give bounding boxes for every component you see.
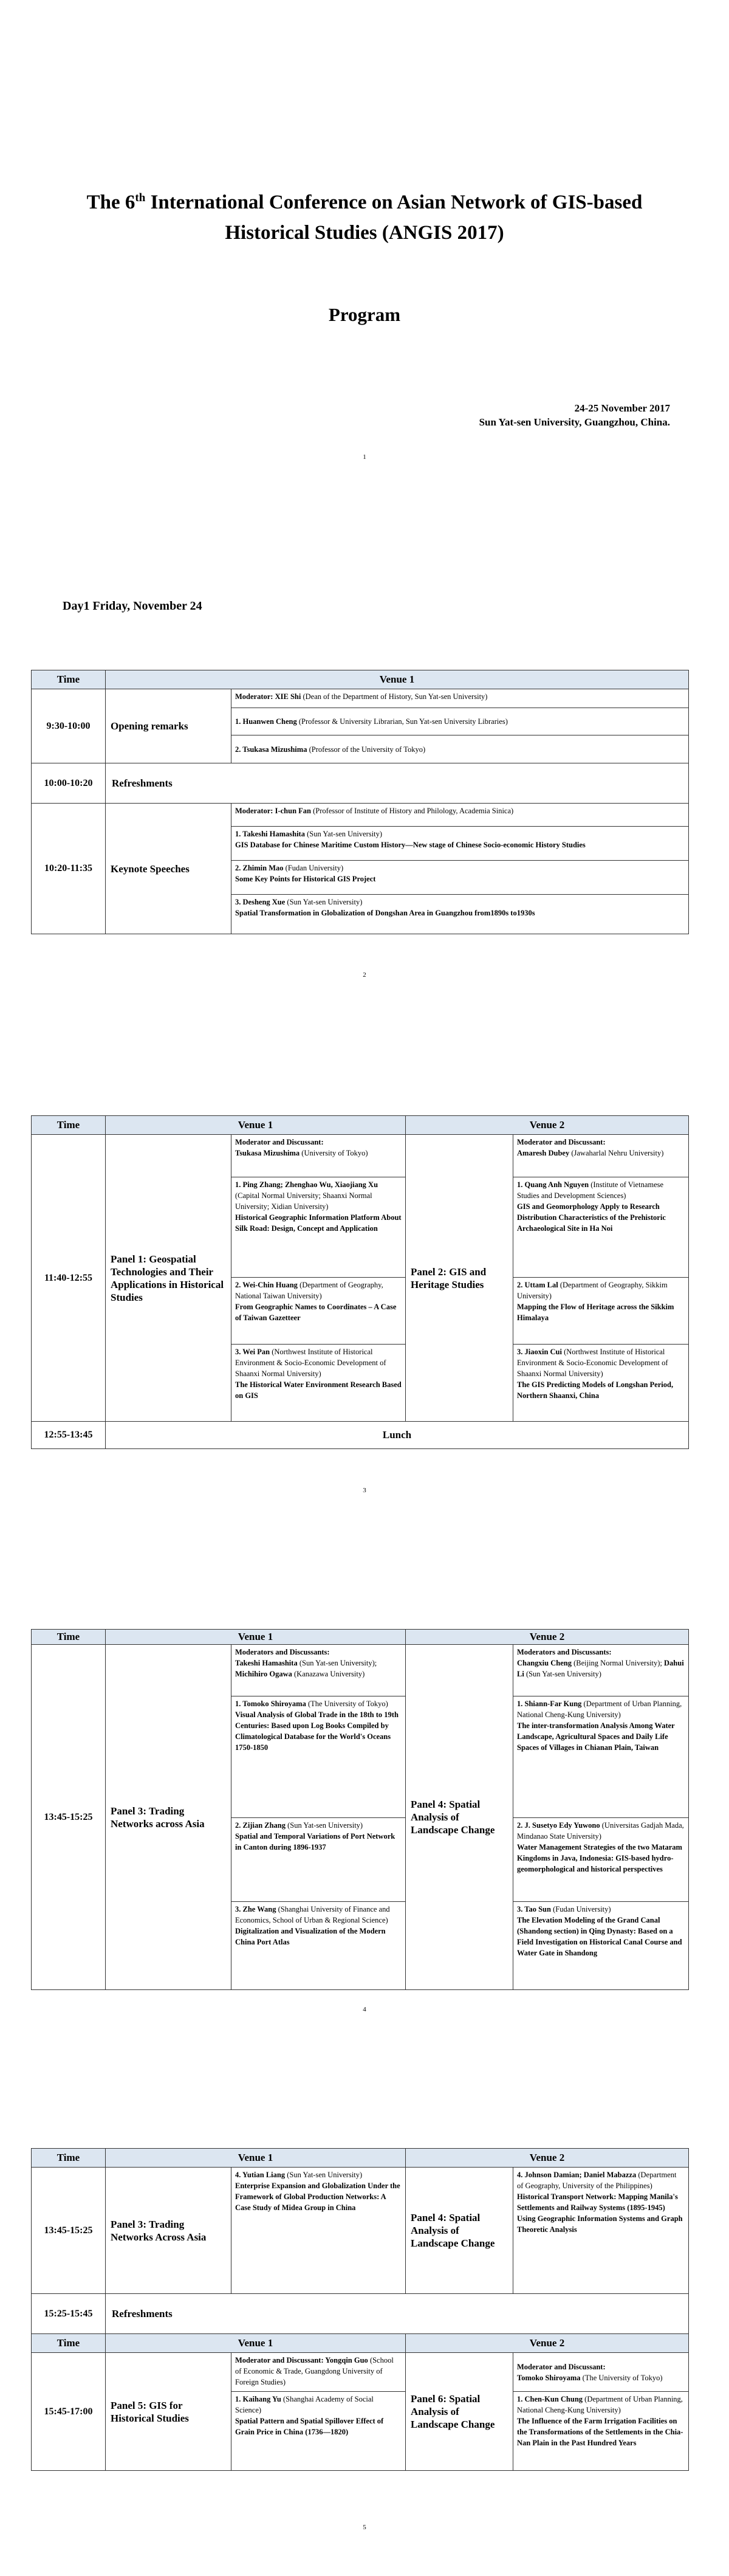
presenter-affil: (Shanghai Academy of Social Science) (235, 2395, 374, 2414)
presenter-cell (513, 1345, 689, 1422)
presenter-affil: (Professor of the University of Tokyo) (307, 745, 426, 754)
presenter-cell (231, 1818, 406, 1902)
presenter-affil: (Sun Yat-sen University) (286, 1821, 363, 1830)
presenter-cell (231, 2168, 406, 2294)
header-venue1: Venue 1 (106, 1630, 406, 1645)
presenter-cell (513, 2392, 689, 2471)
time-slot: 15:45-17:00 (32, 2353, 106, 2471)
title-part: International Conference on Asian Network of GIS-based (145, 191, 643, 213)
session-title: Panel 6: Spatial Analysis of Landscape Change (406, 2353, 513, 2471)
moderator-name: Takeshi Hamashita (235, 1659, 298, 1667)
paper-title: Digitalization and Visualization of the Modern China Port Atlas (235, 1927, 386, 1946)
refreshments-row: Refreshments (106, 2294, 689, 2334)
paper-title: Some Key Points for Historical GIS Project (235, 875, 376, 883)
presenter-cell (231, 1902, 406, 1990)
page-number: 2 (363, 971, 366, 979)
presenter-name: 1. Tomoko Shiroyama (235, 1700, 306, 1708)
presenter-affil: (Sun Yat-sen University) (285, 898, 363, 906)
presenter-name: 1. Shiann-Far Kung (517, 1700, 582, 1708)
moderator-cell (513, 2353, 689, 2392)
moderator-label: Moderator and Discussant: (235, 2356, 326, 2364)
presenter-cell (231, 1345, 406, 1422)
presenter-cell (231, 735, 689, 763)
presenter-name: 1. Ping Zhang; Zhenghao Wu, Xiaojiang Xu (235, 1180, 378, 1189)
header-venue1: Venue 1 (106, 1116, 406, 1135)
presenter-name: 1. Quang Anh Nguyen (517, 1180, 589, 1189)
presenter-affil: (Department of Urban Planning, National Cheng-Kung University) (517, 1700, 682, 1719)
schedule-table-2 (31, 1115, 689, 1449)
presenter-cell (513, 1278, 689, 1345)
time-slot: 11:40-12:55 (32, 1135, 106, 1422)
moderator-cell (231, 1645, 406, 1696)
moderator-affil: (Sun Yat-sen University); (297, 1659, 377, 1667)
presenter-affil: (Fudan University) (550, 1905, 611, 1913)
paper-title: Spatial Transformation in Globalization of Dongshan Area in Guangzhou from1890s to1930s (235, 909, 535, 917)
moderator-cell (513, 1645, 689, 1696)
moderator-affil: (Dean of the Department of History, Sun Yat-sen University) (301, 692, 488, 701)
moderator-name: Changxiu Cheng (517, 1659, 572, 1667)
session-title: Panel 3: Trading Networks across Asia (106, 1645, 231, 1990)
presenter-cell (231, 861, 689, 895)
title-part: The 6 (86, 191, 135, 213)
presenter-affil: (The University of Tokyo) (306, 1700, 388, 1708)
presenter-affil: (Department of Geography, Sikkim University) (517, 1281, 668, 1300)
time-slot: 10:20-11:35 (32, 804, 106, 934)
presenter-affil: (Professor & University Librarian, Sun Yat-sen University Libraries) (296, 717, 508, 726)
moderator-affil: (Kanazawa University) (292, 1670, 365, 1678)
paper-title: Spatial Pattern and Spatial Spillover Effect of Grain Price in China (1736—1820) (235, 2417, 384, 2436)
session-title: Panel 1: Geospatial Technologies and Their Applications in Historical Studies (106, 1135, 231, 1422)
moderator-name: Amaresh Dubey (517, 1149, 570, 1157)
schedule-table-4 (31, 2148, 689, 2471)
presenter-cell (513, 1902, 689, 1990)
paper-title: The GIS Predicting Models of Longshan Period, Northern Shaanxi, China (517, 1380, 674, 1400)
paper-title: Enterprise Expansion and Globalization Under the Framework of Global Production Networks: A Case Study of Midea Group in China (235, 2182, 400, 2212)
presenter-affil: (Northwest Institute of Historical Environment & Socio-Economic Development of Shaanxi Normal University) (517, 1348, 668, 1378)
presenter-cell (513, 1696, 689, 1818)
presenter-cell (231, 827, 689, 861)
presenter-name: 2. Uttam Lal (517, 1281, 558, 1289)
header-time: Time (32, 670, 106, 689)
presenter-affil: (Sun Yat-sen University) (285, 2171, 363, 2179)
day-heading: Day1 Friday, November 24 (63, 599, 202, 613)
moderator-name: Tomoko Shiroyama (517, 2373, 581, 2382)
moderator-name: Yongqin Guo (325, 2356, 368, 2364)
presenter-cell (231, 1696, 406, 1818)
header-venue1: Venue 1 (106, 2149, 406, 2168)
moderator-label: Moderators and Discussants: (517, 1648, 612, 1656)
refreshments-row: Refreshments (106, 763, 689, 804)
title-superscript: th (135, 191, 146, 204)
moderator-affil: (Jawaharlal Nehru University) (569, 1149, 664, 1157)
presenter-cell (231, 708, 689, 735)
moderator-name: Tsukasa Mizushima (235, 1149, 300, 1157)
session-title: Panel 2: GIS and Heritage Studies (406, 1135, 513, 1422)
schedule-table-1 (31, 670, 689, 934)
presenter-name: 3. Zhe Wang (235, 1905, 276, 1913)
header-time: Time (32, 2149, 106, 2168)
presenter-name: 2. J. Susetyo Edy Yuwono (517, 1821, 600, 1830)
header-venue2: Venue 2 (406, 2334, 689, 2353)
paper-title: GIS and Geomorphology Apply to Research Distribution Characteristics of the Prehistoric Archaeological Site in Ha Noi (517, 1202, 666, 1233)
header-venue1: Venue 1 (106, 2334, 406, 2353)
presenter-cell (231, 1278, 406, 1345)
session-title: Keynote Speeches (106, 804, 231, 934)
time-slot: 15:25-15:45 (32, 2294, 106, 2334)
presenter-cell (513, 2168, 689, 2294)
presenter-affil: (Institute of Vietnamese Studies and Development Sciences) (517, 1180, 664, 1200)
presenter-cell (231, 2392, 406, 2471)
moderator-affil: (Sun Yat-sen University) (524, 1670, 601, 1678)
lunch-row: Lunch (106, 1422, 689, 1449)
paper-title: Water Management Strategies of the two Mataram Kingdoms in Java, Indonesia: GIS-based hydro-geomorphological and historical perspectives (517, 1843, 682, 1873)
moderator-cell (513, 1135, 689, 1177)
header-venue1: Venue 1 (106, 670, 689, 689)
moderator-affil: (Beijing Normal University); (571, 1659, 665, 1667)
moderator-name: XIE Shi (275, 692, 301, 701)
presenter-name: 2. Zijian Zhang (235, 1821, 286, 1830)
presenter-name: 1. Takeshi Hamashita (235, 830, 305, 838)
conference-title (0, 187, 729, 248)
presenter-name: 3. Wei Pan (235, 1348, 270, 1356)
header-time: Time (32, 1630, 106, 1645)
presenter-name: 4. Yutian Liang (235, 2171, 286, 2179)
presenter-affil: (Northwest Institute of Historical Environment & Socio-Economic Development of Shaanxi Normal University) (235, 1348, 386, 1378)
presenter-name: 3. Tao Sun (517, 1905, 551, 1913)
presenter-affil: (Department of Geography, National Taiwan University) (235, 1281, 383, 1300)
presenter-affil: (Department of Urban Planning, National Cheng-Kung University) (517, 2395, 683, 2414)
moderator-name: I-chun Fan (275, 807, 312, 815)
presenter-cell (231, 1177, 406, 1278)
presenter-name: 1. Kaihang Yu (235, 2395, 281, 2403)
presenter-affil: (Sun Yat-sen University) (304, 830, 383, 838)
paper-title: Historical Transport Network: Mapping Manila's Settlements and Railway Systems (1895-1945) Using Geographic Information Systems and Graph Theoretic Analysis (517, 2192, 683, 2234)
paper-title: Historical Geographic Information Platform About Silk Road: Design, Concept and Application (235, 1213, 402, 1233)
paper-title: Mapping the Flow of Heritage across the Sikkim Himalaya (517, 1303, 674, 1322)
time-slot: 12:55-13:45 (32, 1422, 106, 1449)
time-slot: 13:45-15:25 (32, 1645, 106, 1990)
presenter-cell (513, 1818, 689, 1902)
paper-title: The Elevation Modeling of the Grand Canal (Shandong section) in Qing Dynasty: Based on a Field Investigation on Historical Canal Course and Water Gate in Shandong (517, 1916, 682, 1957)
paper-title: The Influence of the Farm Irrigation Facilities on the Transformations of the Settlements in the Chia-Nan Plain in the Past Hundred Years (517, 2417, 683, 2447)
moderator-name: Dahui Li (517, 1659, 684, 1678)
paper-title: Spatial and Temporal Variations of Port Network in Canton during 1896-1937 (235, 1832, 395, 1851)
presenter-affil: (Capital Normal University; Shaanxi Normal University; Xidian University) (235, 1191, 372, 1211)
paper-title: GIS Database for Chinese Maritime Custom History—New stage of Chinese Socio-economic History Studies (235, 841, 586, 849)
presenter-cell (231, 895, 689, 934)
moderator-name: Michihiro Ogawa (235, 1670, 292, 1678)
moderator-label: Moderator and Discussant: (517, 2362, 606, 2371)
moderator-cell (231, 1135, 406, 1177)
presenter-cell (513, 1177, 689, 1278)
session-title: Panel 3: Trading Networks Across Asia (106, 2168, 231, 2294)
header-venue2: Venue 2 (406, 1116, 689, 1135)
presenter-name: 3. Jiaoxin Cui (517, 1348, 562, 1356)
paper-title: The inter-transformation Analysis Among Water Landscape, Agricultural Spaces and Daily Life Spaces of Villages in Chianan Plain, Taiwan (517, 1721, 675, 1752)
presenter-name: 1. Huanwen Cheng (235, 717, 297, 726)
presenter-name: 3. Desheng Xue (235, 898, 286, 906)
presenter-name: 2. Zhimin Mao (235, 864, 284, 872)
moderator-label: Moderator and Discussant: (517, 1138, 606, 1146)
moderator-cell (231, 804, 689, 827)
moderator-affil: (The University of Tokyo) (580, 2373, 663, 2382)
page-number: 4 (363, 2006, 366, 2013)
presenter-name: 4. Johnson Damian; Daniel Mabazza (517, 2171, 637, 2179)
moderator-label: Moderators and Discussants: (235, 1648, 330, 1656)
title-line2: Historical Studies (ANGIS 2017) (225, 222, 504, 244)
moderator-affil: (Professor of Institute of History and Philology, Academia Sinica) (311, 807, 514, 815)
session-title: Panel 4: Spatial Analysis of Landscape Change (406, 2168, 513, 2294)
session-title: Panel 5: GIS for Historical Studies (106, 2353, 231, 2471)
moderator-affil: (School of Economic & Trade, Guangdong University of Foreign Studies) (235, 2356, 394, 2386)
presenter-affil: (Shanghai University of Finance and Economics, School of Urban & Regional Science) (235, 1905, 390, 1924)
header-time: Time (32, 2334, 106, 2353)
moderator-label: Moderator: (235, 807, 275, 815)
moderator-cell (231, 2353, 406, 2392)
session-title: Opening remarks (106, 689, 231, 763)
header-venue2: Venue 2 (406, 2149, 689, 2168)
page-number: 3 (363, 1487, 366, 1494)
conference-dates: 24-25 November 2017 (574, 402, 670, 414)
date-venue (479, 401, 670, 429)
header-venue2: Venue 2 (406, 1630, 689, 1645)
session-title: Panel 4: Spatial Analysis of Landscape Change (406, 1645, 513, 1990)
program-heading: Program (328, 304, 401, 325)
page-number: 5 (363, 2524, 366, 2531)
paper-title: The Historical Water Environment Research Based on GIS (235, 1380, 402, 1400)
time-slot: 9:30-10:00 (32, 689, 106, 763)
page-number: 1 (363, 453, 366, 461)
conference-venue: Sun Yat-sen University, Guangzhou, China. (479, 416, 670, 428)
moderator-affil: (University of Tokyo) (299, 1149, 368, 1157)
presenter-affil: (Universitas Gadjah Mada, Mindanao State University) (517, 1821, 684, 1841)
presenter-name: 2. Wei-Chin Huang (235, 1281, 298, 1289)
paper-title: From Geographic Names to Coordinates – A Case of Taiwan Gazetteer (235, 1303, 397, 1322)
presenter-affil: (Department of Geography, University of the Philippines) (517, 2171, 677, 2190)
paper-title: Visual Analysis of Global Trade in the 18th to 19th Centuries: Based upon Log Books Compiled by Climatological Database for the World's Oceans 1750-1850 (235, 1710, 399, 1752)
moderator-label: Moderator and Discussant: (235, 1138, 324, 1146)
time-slot: 10:00-10:20 (32, 763, 106, 804)
moderator-label: Moderator: (235, 692, 275, 701)
header-time: Time (32, 1116, 106, 1135)
presenter-name: 2. Tsukasa Mizushima (235, 745, 307, 754)
presenter-name: 1. Chen-Kun Chung (517, 2395, 583, 2403)
schedule-table-3 (31, 1629, 689, 1990)
time-slot: 13:45-15:25 (32, 2168, 106, 2294)
presenter-affil: (Fudan University) (283, 864, 344, 872)
moderator-cell (231, 689, 689, 708)
